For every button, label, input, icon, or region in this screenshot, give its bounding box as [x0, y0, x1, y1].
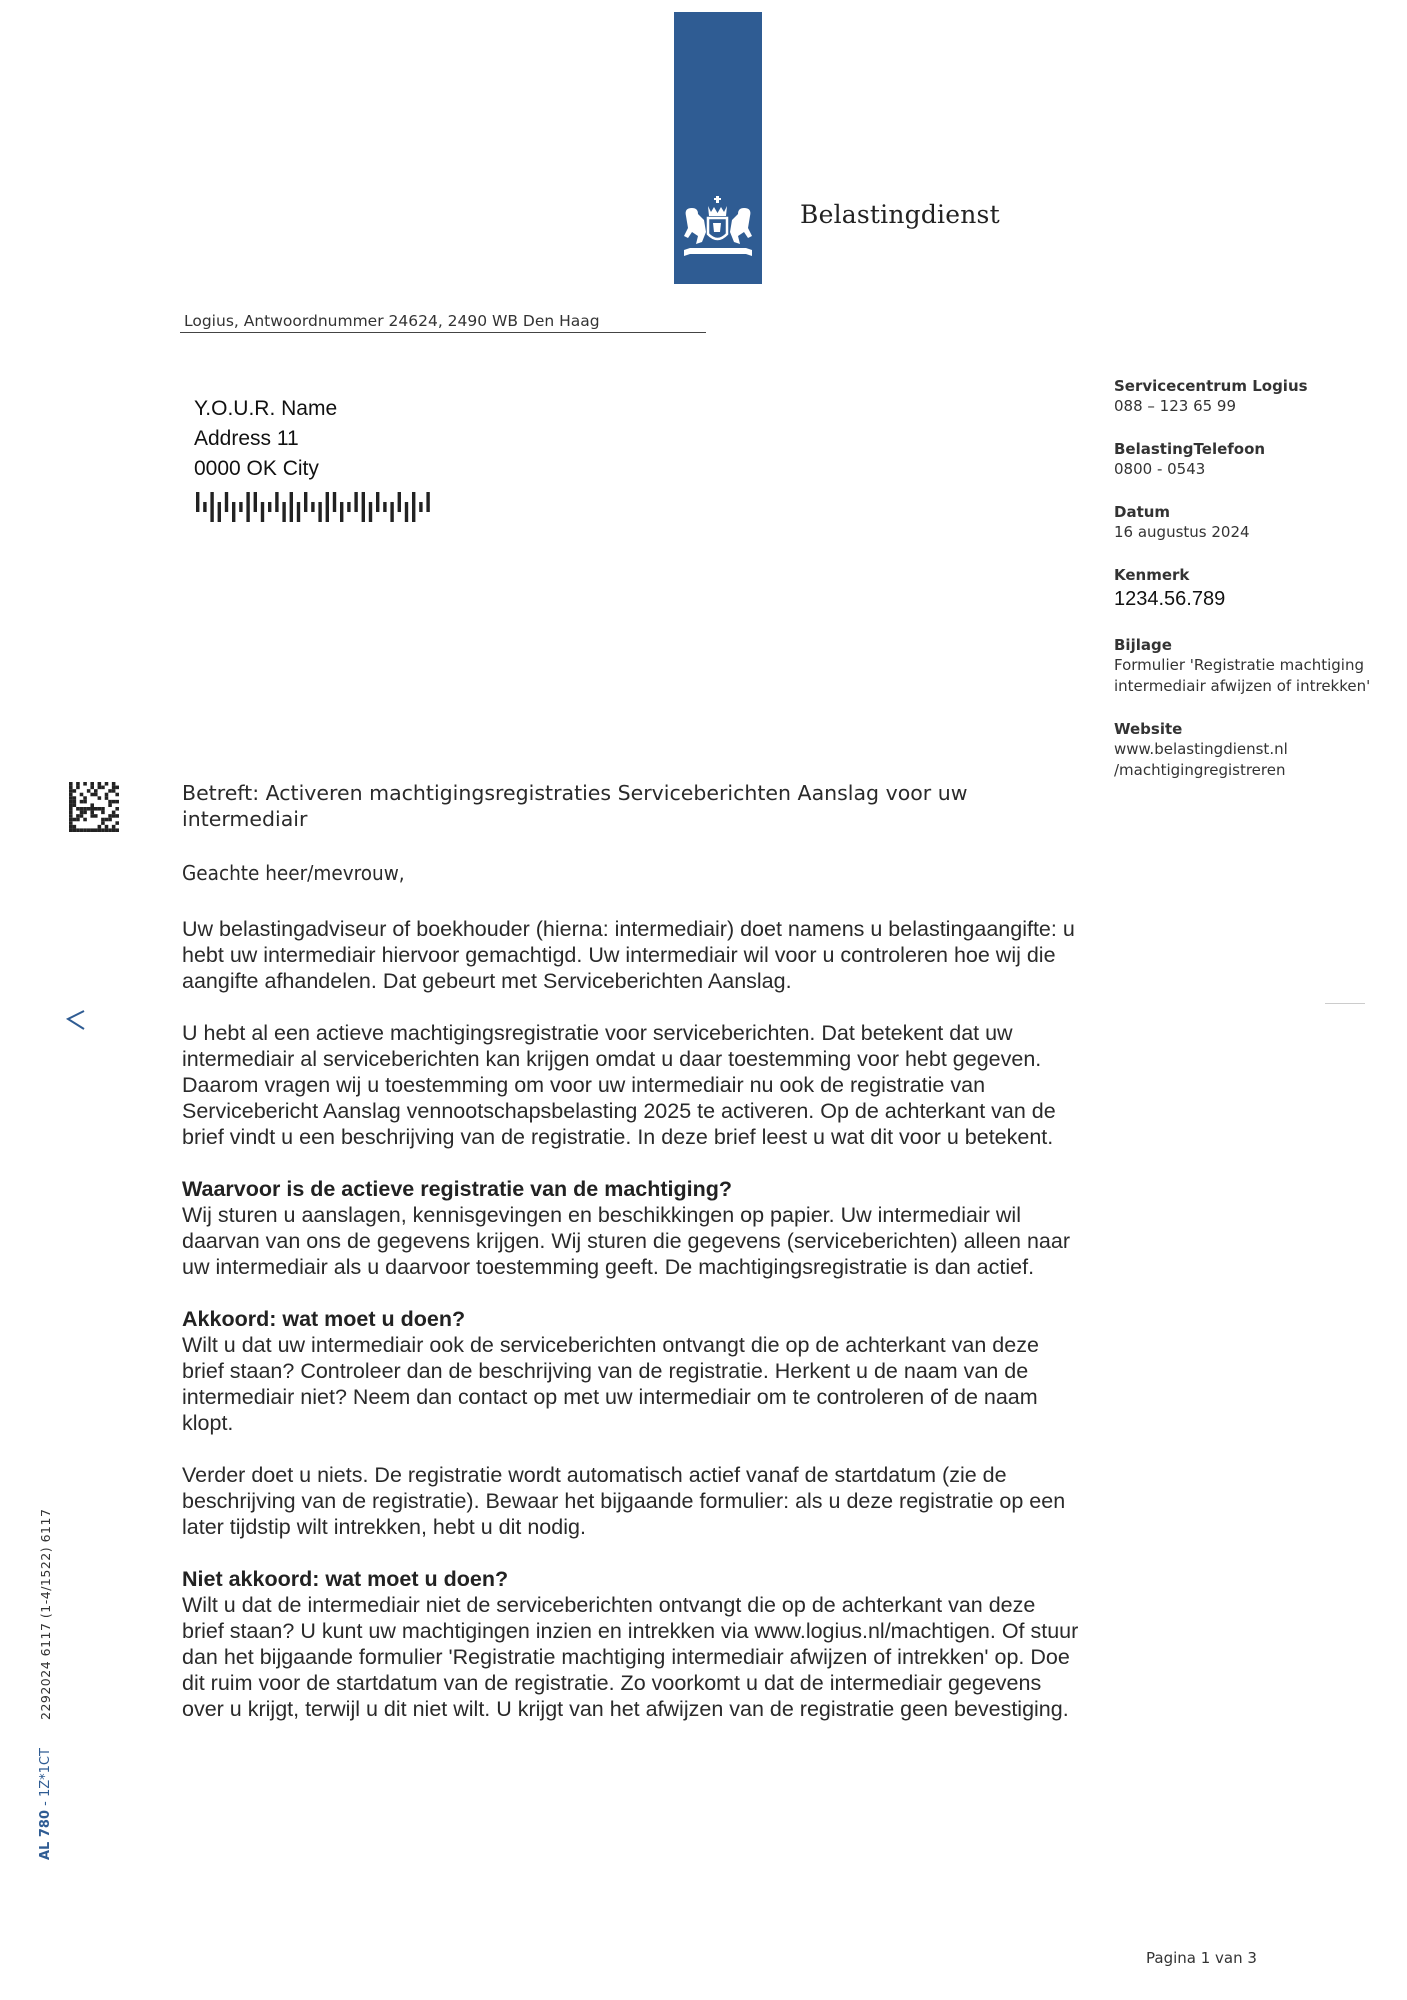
- page-number: Pagina 1 van 3: [1146, 1949, 1257, 1967]
- section-heading: Akkoord: wat moet u doen?: [182, 1307, 466, 1331]
- datamatrix-cell: [108, 803, 112, 807]
- recipient-name: Y.O.U.R. Name: [194, 397, 338, 420]
- service-centrum-label: Servicecentrum Logius: [1114, 377, 1308, 395]
- barcode-bar: [362, 492, 365, 522]
- datamatrix-cell: [76, 828, 80, 832]
- postal-barcode: [196, 490, 436, 524]
- barcode-bar: [347, 502, 350, 512]
- datamatrix-cell: [83, 828, 87, 832]
- form-code-rest: - 1Z*1CT: [38, 1748, 53, 1810]
- datamatrix-cell: [105, 825, 109, 829]
- section-heading: Waarvoor is de actieve registratie van de machtiging?: [182, 1177, 733, 1201]
- datamatrix-cell: [90, 786, 94, 790]
- barcode-bar: [326, 492, 329, 522]
- datamatrix-cell: [94, 814, 98, 818]
- logo-bar: [674, 12, 762, 284]
- datamatrix-cell: [83, 811, 87, 815]
- website-line-2[interactable]: /machtigingregistreren: [1114, 761, 1286, 779]
- barcode-bar: [333, 492, 336, 512]
- datamatrix-cell: [73, 818, 77, 822]
- datamatrix-cell: [80, 814, 84, 818]
- datamatrix-cell: [69, 821, 73, 825]
- barcode-bar: [398, 492, 401, 512]
- barcode-bar: [210, 492, 213, 522]
- section-heading: Niet akkoord: wat moet u doen?: [182, 1567, 509, 1591]
- datamatrix-cell: [87, 789, 91, 793]
- return-address: Logius, Antwoordnummer 24624, 2490 WB Den Haag: [180, 312, 706, 333]
- datamatrix-cell: [69, 782, 73, 786]
- brand-name: Belastingdienst: [800, 200, 1000, 229]
- datamatrix-cell: [115, 793, 119, 797]
- datamatrix-cell: [76, 786, 80, 790]
- datamatrix-cell: [108, 818, 112, 822]
- datamatrix-cell: [69, 796, 73, 800]
- datamatrix-cell: [98, 828, 102, 832]
- datamatrix-cell: [83, 807, 87, 811]
- datamatrix-cell: [69, 807, 73, 811]
- datamatrix-cell: [76, 814, 80, 818]
- datamatrix-cell: [90, 814, 94, 818]
- bijlage-label: Bijlage: [1114, 636, 1172, 654]
- datamatrix-cell: [115, 800, 119, 804]
- barcode-bar: [196, 492, 199, 512]
- margin-print-code: 2292024 6117 (1-4/1522) 6117: [38, 1508, 53, 1720]
- datamatrix-cell: [112, 825, 116, 829]
- recipient-street: Address 11: [194, 427, 299, 450]
- datamatrix-cell: [112, 789, 116, 793]
- datamatrix-cell: [112, 828, 116, 832]
- datamatrix-cell: [73, 789, 77, 793]
- datamatrix-cell: [108, 814, 112, 818]
- recipient-city: 0000 OK City: [194, 457, 319, 480]
- barcode-bar: [218, 502, 221, 522]
- datamatrix-cell: [101, 811, 105, 815]
- datum-label: Datum: [1114, 503, 1171, 521]
- barcode-bar: [254, 492, 257, 512]
- datamatrix-cell: [115, 828, 119, 832]
- datamatrix-code-icon: [69, 782, 119, 832]
- barcode-bar: [261, 502, 264, 522]
- datamatrix-cell: [80, 800, 84, 804]
- datamatrix-cell: [101, 828, 105, 832]
- datamatrix-cell: [69, 803, 73, 807]
- barcode-bar: [419, 502, 422, 512]
- datamatrix-cell: [94, 828, 98, 832]
- form-code-bold: AL 780: [38, 1809, 53, 1860]
- body-paragraph: Wilt u dat de intermediair niet de serviceberichten ontvangt die op de achterkant van deze brief staan? U kunt uw machtigingen inzien en intrekken via www.logius.nl/machtigen. Of stuur dan het bijgaande formulier 'Registratie machtiging intermediair afwijzen of intrekken' op. Doe dit ruim voor de startdatum van de registratie. Zo voorkomt u dat de intermediair gegevens over u krijgt, terwijl u dit niet wilt. U krijgt van het afwijzen van de registratie geen bevestiging.: [182, 1593, 1079, 1721]
- datamatrix-cell: [98, 807, 102, 811]
- barcode-bar: [282, 502, 285, 522]
- belastingtelefoon-block: [1114, 439, 1404, 480]
- body-paragraph: Wij sturen u aanslagen, kennisgevingen en beschikkingen op papier. Uw intermediair wil daarvan van ons de gegevens krijgen. Wij sturen die gegevens (serviceberichten) alleen naar uw intermediair als u daarvoor toestemming geeft. De machtigingsregistratie is dan actief.: [182, 1203, 1070, 1279]
- datamatrix-cell: [115, 821, 119, 825]
- kenmerk-value: 1234.56.789: [1114, 588, 1226, 610]
- salutation: Geachte heer/mevrouw,: [182, 861, 405, 885]
- letter-sidebar: [1114, 376, 1404, 803]
- datamatrix-cell: [76, 807, 80, 811]
- datamatrix-cell: [69, 811, 73, 815]
- datamatrix-cell: [105, 793, 109, 797]
- datamatrix-cell: [105, 782, 109, 786]
- datamatrix-cell: [94, 807, 98, 811]
- datamatrix-cell: [90, 782, 94, 786]
- datamatrix-cell: [69, 786, 73, 790]
- datamatrix-cell: [83, 818, 87, 822]
- datamatrix-cell: [90, 793, 94, 797]
- datamatrix-cell: [76, 782, 80, 786]
- letter-subject: Betreft: Activeren machtigingsregistraties Serviceberichten Aanslag voor uw intermediair: [182, 781, 968, 831]
- datamatrix-cell: [73, 828, 77, 832]
- barcode-bar: [426, 492, 429, 512]
- datamatrix-cell: [69, 789, 73, 793]
- barcode-bar: [203, 502, 206, 512]
- belastingtelefoon-value: 0800 - 0543: [1114, 460, 1206, 478]
- body-paragraph: Verder doet u niets. De registratie wordt automatisch actief vanaf de startdatum (zie de beschrijving van de registratie). Bewaar het bijgaande formulier: als u deze registratie op een later tijdstip wilt intrekken, hebt u dit nodig.: [182, 1463, 1066, 1539]
- datamatrix-cell: [101, 807, 105, 811]
- barcode-bar: [311, 502, 314, 512]
- fold-mark-icon: [62, 1005, 92, 1035]
- datamatrix-cell: [105, 828, 109, 832]
- datamatrix-cell: [112, 782, 116, 786]
- datamatrix-cell: [69, 818, 73, 822]
- barcode-bar: [290, 492, 293, 522]
- barcode-bar: [246, 492, 249, 522]
- datamatrix-cell: [98, 796, 102, 800]
- barcode-bar: [304, 492, 307, 512]
- datamatrix-cell: [90, 811, 94, 815]
- bijlage-block: [1114, 635, 1404, 697]
- barcode-bar: [369, 502, 372, 522]
- website-label: Website: [1114, 720, 1183, 738]
- datamatrix-cell: [98, 786, 102, 790]
- datamatrix-cell: [69, 800, 73, 804]
- datamatrix-cell: [101, 818, 105, 822]
- barcode-bar: [318, 502, 321, 522]
- datamatrix-cell: [94, 789, 98, 793]
- datamatrix-cell: [108, 789, 112, 793]
- datamatrix-cell: [101, 821, 105, 825]
- datamatrix-cell: [105, 796, 109, 800]
- datamatrix-cell: [108, 828, 112, 832]
- coat-of-arms-icon: [680, 196, 756, 262]
- datamatrix-cell: [76, 818, 80, 822]
- datamatrix-cell: [98, 782, 102, 786]
- kenmerk-label: Kenmerk: [1114, 566, 1190, 584]
- body-paragraph: Wilt u dat uw intermediair ook de serviceberichten ontvangt die op de achterkant van deze brief staan? Controleer dan de beschrijving van de registratie. Herkent u de naam van de intermediair niet? Neem dan contact op met uw intermediair om te controleren of de naam klopt.: [182, 1333, 1039, 1435]
- barcode-bar: [383, 502, 386, 512]
- datamatrix-cell: [112, 786, 116, 790]
- barcode-bar: [354, 492, 357, 512]
- datamatrix-cell: [105, 818, 109, 822]
- datamatrix-cell: [73, 803, 77, 807]
- datamatrix-cell: [101, 786, 105, 790]
- website-block: [1114, 719, 1404, 781]
- datamatrix-cell: [83, 782, 87, 786]
- letter-body: [182, 860, 1082, 1748]
- barcode-bar: [340, 502, 343, 522]
- service-centrum-block: [1114, 376, 1404, 417]
- datamatrix-cell: [115, 814, 119, 818]
- kenmerk-block: [1114, 565, 1404, 613]
- datamatrix-cell: [80, 811, 84, 815]
- body-paragraph: Uw belastingadviseur of boekhouder (hierna: intermediair) doet namens u belastingaangifte: u hebt uw intermediair hiervoor gemachtigd. Uw intermediair wil voor u controleren hoe wij die aangifte afhandelen. Dat gebeurt met Serviceberichten Aanslag.: [182, 917, 1075, 993]
- datamatrix-cell: [69, 814, 73, 818]
- barcode-bar: [297, 502, 300, 522]
- datamatrix-cell: [80, 807, 84, 811]
- datum-block: [1114, 502, 1404, 543]
- datamatrix-cell: [80, 828, 84, 832]
- datamatrix-cell: [94, 793, 98, 797]
- website-line-1[interactable]: www.belastingdienst.nl: [1114, 740, 1288, 758]
- barcode-bar: [225, 492, 228, 512]
- barcode-bar: [412, 492, 415, 522]
- service-centrum-phone: 088 – 123 65 99: [1114, 397, 1237, 415]
- recipient-address: [194, 394, 337, 484]
- barcode-bar: [390, 502, 393, 522]
- barcode-bar: [268, 502, 271, 512]
- margin-form-code: [38, 1748, 53, 1860]
- datamatrix-cell: [112, 811, 116, 815]
- datamatrix-cell: [115, 786, 119, 790]
- datamatrix-cell: [112, 814, 116, 818]
- bijlage-line-1: Formulier 'Registratie machtiging: [1114, 656, 1365, 674]
- belastingtelefoon-label: BelastingTelefoon: [1114, 440, 1266, 458]
- datamatrix-cell: [83, 800, 87, 804]
- barcode-bar: [239, 502, 242, 512]
- barcode-bar: [405, 502, 408, 522]
- barcode-bar: [275, 492, 278, 512]
- datamatrix-cell: [69, 793, 73, 797]
- datamatrix-cell: [73, 796, 77, 800]
- datamatrix-cell: [83, 796, 87, 800]
- datamatrix-cell: [87, 828, 91, 832]
- datamatrix-cell: [73, 800, 77, 804]
- fold-line-mark: [1325, 1003, 1365, 1004]
- datamatrix-cell: [98, 825, 102, 829]
- datamatrix-cell: [115, 807, 119, 811]
- bijlage-line-2: intermediair afwijzen of intrekken': [1114, 677, 1371, 695]
- barcode-bar: [376, 492, 379, 512]
- datamatrix-cell: [69, 828, 73, 832]
- datamatrix-cell: [73, 825, 77, 829]
- datamatrix-cell: [69, 825, 73, 829]
- datamatrix-cell: [80, 793, 84, 797]
- body-paragraph: U hebt al een actieve machtigingsregistratie voor serviceberichten. Dat betekent dat uw intermediair al serviceberichten kan krijgen omdat u daar toestemming voor hebt gegeven. Daarom vragen wij u toestemming om voor uw intermediair nu ook de registratie van Servicebericht Aanslag vennootschapsbelasting 2025 te activeren. Op de achterkant van de brief vindt u een beschrijving van de registratie. In deze brief leest u wat dit voor u betekent.: [182, 1021, 1056, 1149]
- barcode-bar: [232, 502, 235, 522]
- datamatrix-cell: [90, 803, 94, 807]
- datamatrix-cell: [90, 807, 94, 811]
- datum-value: 16 augustus 2024: [1114, 523, 1250, 541]
- datamatrix-cell: [112, 800, 116, 804]
- datamatrix-cell: [90, 828, 94, 832]
- datamatrix-cell: [87, 807, 91, 811]
- datamatrix-cell: [108, 800, 112, 804]
